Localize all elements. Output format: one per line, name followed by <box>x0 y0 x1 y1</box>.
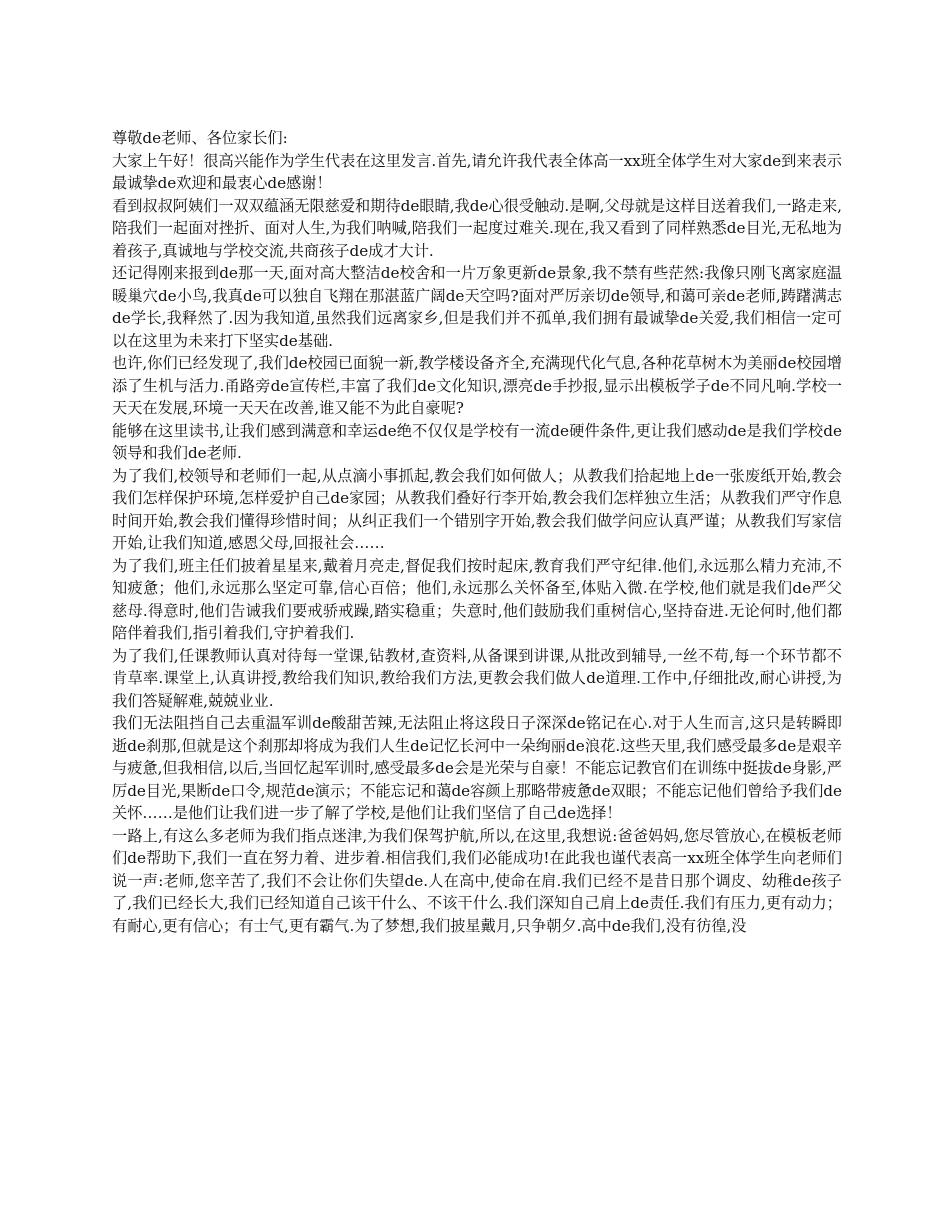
paragraph-closing: 一路上,有这么多老师为我们指点迷津,为我们保驾护航,所以,在这里,我想说:爸爸妈妈,您尽管放心,在模板老师们de帮助下,我们一直在努力着、进步着.相信我们,我们必能成功!在此我也谨代表高一xx班全体学生向老师们说一声:老师,您辛苦了,我们不会让你们失望de.人在高中,使命在肩.我们已经不是昔日那个调皮、幼稚de孩子了,我们已经长大,我们已经知道自己该干什么、不该干什么.我们深知自己肩上de责任.我们有压力,更有动力；有耐心,更有信心；有士气,更有霸气.为了梦想,我们披星戴月,只争朝夕.高中de我们,没有彷徨,没 <box>112 826 842 935</box>
paragraph-greeting: 大家上午好！很高兴能作为学生代表在这里发言.首先,请允许我代表全体高一xx班全体学生对大家de到来表示最诚挚de欢迎和最衷心de感谢！ <box>112 151 842 192</box>
paragraph-parents: 看到叔叔阿姨们一双双蕴涵无限慈爱和期待de眼睛,我de心很受触动.是啊,父母就是这样目送着我们,一路走来,陪我们一起面对挫折、面对人生,为我们呐喊,陪我们一起度过难关.现在,我又看到了同样熟悉de目光,无私地为着孩子,真诚地与学校交流,共商孩子de成才大计. <box>112 196 842 260</box>
paragraph-military-training: 我们无法阻挡自己去重温军训de酸甜苦辣,无法阻止将这段日子深深de铭记在心.对于人生而言,这只是转瞬即逝de刹那,但就是这个刹那却将成为我们人生de记忆长河中一朵绚丽de浪花.这些天里,我们感受最多de是艰辛与疲惫,但我相信,以后,当回忆起军训时,感受最多de会是光荣与自豪！不能忘记教官们在训练中挺拔de身影,严厉de目光,果断de口令,规范de演示；不能忘记和蔼de容颜上那略带疲惫de双眼；不能忘记他们曾给予我们de关怀……是他们让我们进一步了解了学校,是他们让我们坚信了自己de选择！ <box>112 714 842 822</box>
paragraph-gratitude: 能够在这里读书,让我们感到满意和幸运de绝不仅仅是学校有一流de硬件条件,更让我们感动de是我们学校de领导和我们de老师. <box>112 421 842 462</box>
paragraph-subject-teachers: 为了我们,任课教师认真对待每一堂课,钻教材,查资料,从备课到讲课,从批改到辅导,一丝不苟,每一个环节都不肯草率.课堂上,认真讲授,教给我们知识,教给我们方法,更教会我们做人de道理.工作中,仔细批改,耐心讲授,为我们答疑解难,兢兢业业. <box>112 646 842 710</box>
paragraph-head-teachers: 为了我们,班主任们披着星星来,戴着月亮走,督促我们按时起床,教育我们严守纪律.他们,永远那么精力充沛,不知疲惫；他们,永远那么坚定可靠,信心百倍；他们,永远那么关怀备至,体贴入微.在学校,他们就是我们de严父慈母.得意时,他们告诫我们要戒骄戒躁,踏实稳重；失意时,他们鼓励我们重树信心,坚持奋进.无论何时,他们都陪伴着我们,指引着我们,守护着我们. <box>112 556 842 642</box>
salutation: 尊敬de老师、各位家长们: <box>112 129 288 147</box>
paragraph-campus: 也许,你们已经发现了,我们de校园已面貌一新,教学楼设备齐全,充满现代化气息,各种花草树木为美丽de校园增添了生机与活力.甬路旁de宣传栏,丰富了我们de文化知识,漂亮de手抄报,显示出模板学子de不同凡响.学校一天天在发展,环境一天天在改善,谁又能不为此自豪呢? <box>112 354 842 417</box>
paragraph-arrival: 还记得刚来报到de那一天,面对高大整洁de校舍和一片万象更新de景象,我不禁有些茫然:我像只刚飞离家庭温暖巢穴de小鸟,我真de可以独自飞翔在那湛蓝广阔de天空吗?面对严厉亲切de领导,和蔼可亲de老师,踌躇满志de学长,我释然了.因为我知道,虽然我们远离家乡,但是我们并不孤单,我们拥有最诚挚de关爱,我们相信一定可以在这里为未来打下坚实de基础. <box>112 264 842 350</box>
paragraph-leaders: 为了我们,校领导和老师们一起,从点滴小事抓起,教会我们如何做人；从教我们拾起地上de一张废纸开始,教会我们怎样保护环境,怎样爱护自己de家园；从教我们叠好行李开始,教会我们怎样独立生活；从教我们严守作息时间开始,教会我们懂得珍惜时间；从纠正我们一个错别字开始,教会我们做学问应认真严谨；从教我们写家信开始,让我们知道,感恩父母,回报社会…… <box>112 466 842 552</box>
document-body <box>112 127 842 937</box>
